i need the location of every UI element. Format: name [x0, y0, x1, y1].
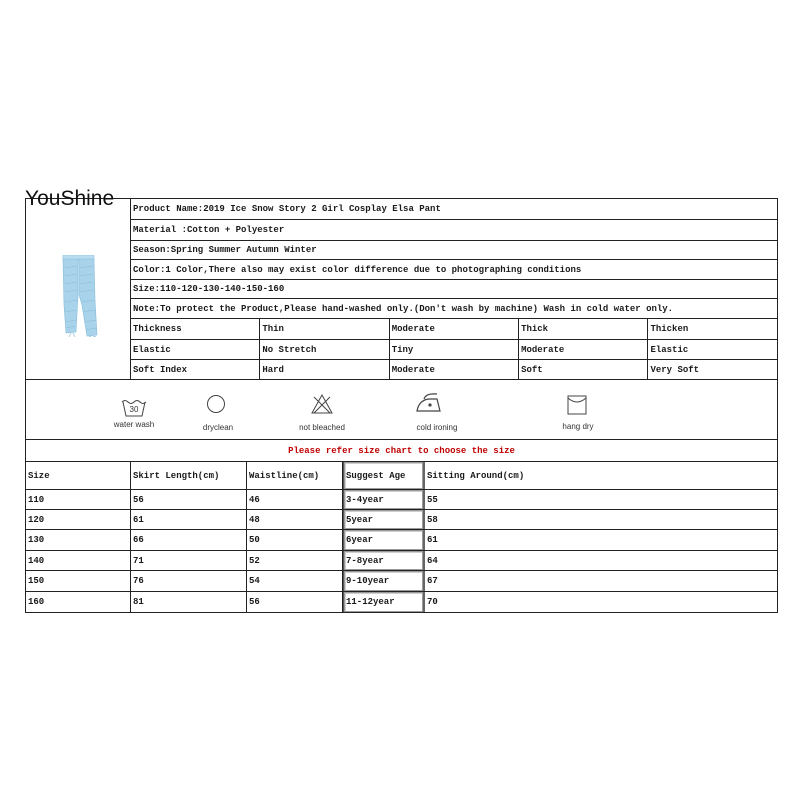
attribute-level: Thick	[519, 319, 648, 339]
sitting-around-cell: 61	[427, 535, 438, 545]
table-row	[26, 571, 777, 592]
dryclean-icon	[206, 394, 226, 414]
skirt-length-cell: 76	[131, 571, 247, 591]
sitting-around-cell: 67	[427, 576, 438, 586]
skirt-length-cell: 71	[131, 551, 247, 570]
product-image-cell	[26, 199, 131, 380]
attribute-row-elastic	[131, 340, 777, 360]
attribute-level: Tiny	[390, 340, 519, 359]
skirt-length-cell: 66	[131, 530, 247, 550]
product-photo-leggings	[60, 255, 100, 337]
info-row-material	[131, 220, 777, 241]
attribute-level: Moderate	[390, 319, 519, 339]
sitting-around-cell: 64	[427, 555, 438, 566]
care-label-not-bleached: not bleached	[299, 423, 345, 432]
sitting-around-cell: 55	[427, 494, 438, 505]
waistline-cell: 46	[247, 490, 343, 509]
product-sizes: Size:110-120-130-140-150-160	[133, 284, 285, 294]
suggest-age-cell: 6year	[343, 530, 425, 550]
care-label-dryclean: dryclean	[202, 423, 234, 432]
product-color: Color:1 Color,There also may exist color difference due to photographing conditions	[133, 264, 582, 275]
table-row	[26, 530, 777, 551]
attribute-level: Moderate	[390, 360, 519, 379]
product-season: Season:Spring Summer Autumn Winter	[133, 245, 317, 255]
attribute-label: Thickness	[131, 319, 260, 339]
attribute-level: Soft	[519, 360, 648, 379]
cold-ironing-icon	[415, 392, 443, 414]
table-row	[26, 592, 777, 612]
table-row	[26, 551, 777, 571]
product-note: Note:To protect the Product,Please hand-washed only.(Don't wash by machine) Wash in cold water only.	[133, 303, 674, 314]
waistline-cell: 54	[247, 571, 343, 591]
size-cell: 110	[26, 490, 131, 509]
care-label-cold-ironing: cold ironing	[416, 423, 458, 432]
skirt-length-cell: 81	[131, 592, 247, 612]
not-bleached-icon	[310, 393, 334, 415]
suggest-age-cell: 11-12year	[343, 592, 425, 612]
waistline-cell: 50	[247, 530, 343, 550]
info-row-season	[131, 241, 777, 260]
column-header-size: Size	[26, 462, 131, 489]
sitting-around-cell: 58	[427, 514, 438, 525]
attribute-level: Thin	[260, 319, 389, 339]
size-chart-title: Please refer size chart to choose the size	[26, 440, 777, 462]
suggest-age-cell: 3-4year	[343, 490, 425, 509]
attribute-level: No Stretch	[260, 340, 389, 359]
waistline-cell: 52	[247, 551, 343, 570]
suggest-age-cell: 5year	[343, 510, 425, 529]
table-row	[26, 510, 777, 530]
care-label-water-wash: water wash	[113, 420, 155, 429]
info-row-color	[131, 260, 777, 280]
table-row	[26, 490, 777, 510]
wash-temperature: 30	[129, 405, 139, 414]
column-header-sitting-around: Sitting Around(cm)	[427, 470, 525, 481]
size-cell: 140	[26, 551, 131, 570]
hang-dry-icon	[566, 394, 588, 416]
waistline-cell: 56	[247, 592, 343, 612]
info-row-product-name	[131, 199, 777, 220]
suggest-age-cell: 9-10year	[343, 571, 425, 591]
attribute-label: Elastic	[131, 340, 260, 359]
size-chart-header	[26, 462, 777, 490]
column-header-suggest-age: Suggest Age	[343, 462, 425, 489]
size-cell: 160	[26, 592, 131, 612]
attribute-label: Soft Index	[131, 360, 260, 379]
attribute-level: Thicken	[650, 324, 689, 334]
size-cell: 120	[26, 510, 131, 529]
skirt-length-cell: 56	[131, 490, 247, 509]
attribute-level: Very Soft	[650, 364, 700, 375]
suggest-age-cell: 7-8year	[343, 551, 425, 570]
column-header-skirt-length: Skirt Length(cm)	[131, 462, 247, 489]
attribute-row-soft-index	[131, 360, 777, 380]
sitting-around-cell: 70	[427, 597, 438, 607]
attribute-row-thickness	[131, 319, 777, 340]
attribute-level: Elastic	[650, 344, 689, 355]
product-material: Material :Cotton + Polyester	[133, 225, 285, 235]
care-instructions	[26, 380, 777, 440]
attribute-level: Moderate	[519, 340, 648, 359]
size-cell: 130	[26, 530, 131, 550]
size-cell: 150	[26, 571, 131, 591]
brand-logo-text: YouShine	[25, 187, 115, 210]
skirt-length-cell: 61	[131, 510, 247, 529]
product-spec-sheet	[25, 198, 778, 613]
info-row-note	[131, 299, 777, 319]
care-label-hang-dry: hang dry	[562, 422, 594, 431]
waistline-cell: 48	[247, 510, 343, 529]
product-name: Product Name:2019 Ice Snow Story 2 Girl Cosplay Elsa Pant	[133, 204, 441, 214]
column-header-waistline: Waistline(cm)	[247, 462, 343, 489]
attribute-level: Hard	[260, 360, 389, 379]
water-wash-icon	[120, 396, 148, 418]
info-row-size	[131, 280, 777, 299]
